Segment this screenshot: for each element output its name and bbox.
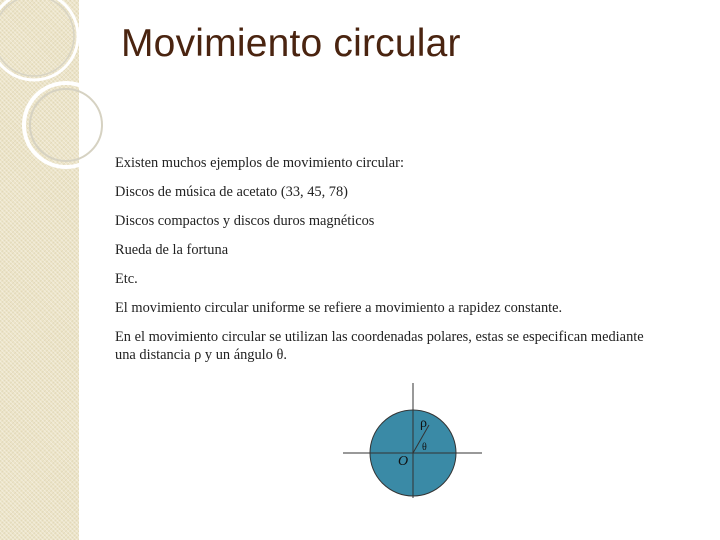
- paragraph-polar-1: En el movimiento circular se utilizan las coordenadas polares, estas se especifican mediante: [115, 329, 644, 345]
- paragraph-intro: Existen muchos ejemplos de movimiento circular:: [115, 155, 404, 171]
- deco-circle-top-outline: [0, 0, 74, 76]
- paragraph-cd: Discos compactos y discos duros magnéticos: [115, 213, 375, 229]
- rho-label: ρ: [420, 416, 427, 431]
- paragraph-uniform: El movimiento circular uniforme se refiere a movimiento a rapidez constante.: [115, 300, 563, 316]
- polar-diagram: [340, 380, 485, 500]
- theta-label: θ: [422, 442, 427, 453]
- theta-symbol: θ: [276, 347, 284, 363]
- rho-symbol: ρ: [194, 347, 202, 363]
- paragraph-etc: Etc.: [115, 271, 138, 287]
- paragraph-wheel: Rueda de la fortuna: [115, 242, 229, 258]
- polar-text-c: .: [283, 347, 287, 363]
- slide-body: [115, 154, 715, 364]
- slide-title: Movimiento circular: [121, 22, 461, 65]
- origin-label: O: [398, 454, 409, 469]
- paragraph-vinyl: Discos de música de acetato (33, 45, 78): [115, 184, 348, 200]
- deco-circle-mid-outline: [30, 89, 102, 161]
- polar-text-b: y un ángulo: [201, 347, 277, 363]
- polar-text-a: una distancia: [115, 347, 195, 363]
- deco-circle-mid: [24, 83, 108, 167]
- paragraph-polar-2: [115, 346, 715, 364]
